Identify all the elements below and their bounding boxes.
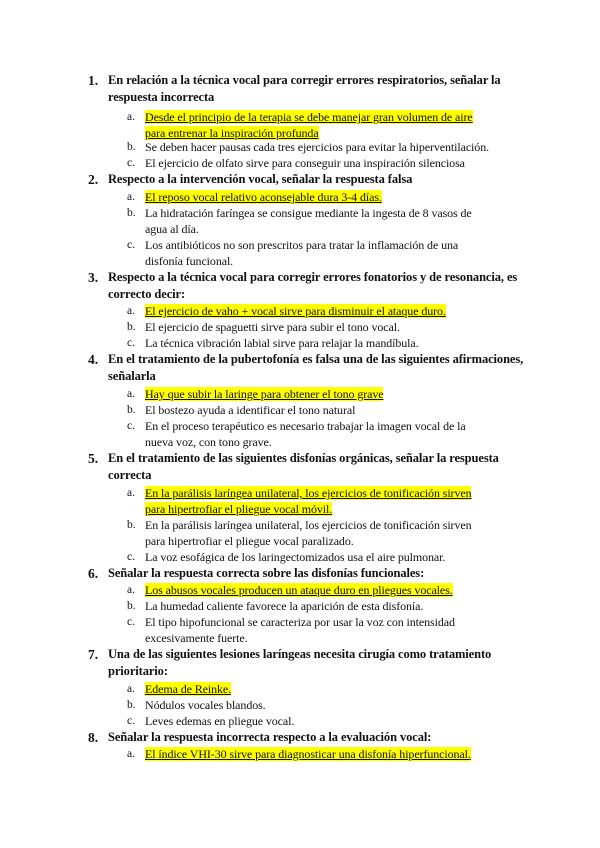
q5-option-b-letter: b. [127,519,136,531]
q2-option-c-letter: c. [127,239,135,251]
q2-option-a [145,189,490,205]
question-1-number: 1. [88,73,99,88]
question-8-text: Señalar la respuesta incorrecta respecto a la evaluación vocal: [108,730,432,744]
q5-option-c-letter: c. [127,551,135,563]
q8-option-a-letter: a. [127,748,135,760]
q5-option-b-text: En la parálisis laríngea unilateral, los ejercicios de tonificación sirven para hipertrofiar el pliegue vocal paralizado. [145,518,472,548]
q6-option-a [145,582,490,598]
question-2-number: 2. [88,172,99,187]
question-4-number: 4. [88,352,99,367]
q1-option-a-letter: a. [127,111,135,123]
q4-option-c-text: En el proceso terapéutico es necesario trabajar la imagen vocal de la nueva voz, con tono grave. [145,419,466,449]
q8-option-a [145,746,490,762]
q6-option-c-text: El tipo hipofuncional se caracteriza por usar la voz con intensidad excesivamente fuerte. [145,615,455,645]
q6-option-b-text: La humedad caliente favorece la aparición de esta disfonía. [145,599,424,613]
q7-option-c-text: Leves edemas en pliegue vocal. [145,714,295,728]
q3-option-a [145,303,490,319]
question-3-number: 3. [88,270,99,285]
q7-option-b-letter: b. [127,699,136,711]
q1-option-c-letter: c. [127,157,135,169]
q8-option-a-text: El índice VHI-30 sirve para diagnosticar una disfonía hiperfuncional. [145,747,471,761]
question-4-text: En el tratamiento de la pubertofonía es falsa una de las siguientes afirmaciones, señalarla [108,352,524,383]
q2-option-a-letter: a. [127,191,135,203]
q1-option-b-text: Se deben hacer pausas cada tres ejercicios para evitar la hiperventilación. [145,140,489,154]
q2-option-c-text: Los antibióticos no son prescritos para tratar la inflamación de una disfonía funcional. [145,238,459,268]
q7-option-b-text: Nódulos vocales blandos. [145,698,266,712]
q4-option-a [145,386,490,402]
q7-option-a-text: Edema de Reinke. [145,682,232,696]
q1-option-a-text: Desde el principio de la terapia se debe manejar gran volumen de aire para entrenar la inspiración profunda [145,110,473,140]
q2-option-b-letter: b. [127,207,136,219]
q4-option-a-letter: a. [127,388,135,400]
question-7-text: Una de las siguientes lesiones laríngeas necesita cirugía como tratamiento prioritario: [108,647,492,678]
q7-option-a [145,681,490,697]
question-8-number: 8. [88,730,99,745]
q5-option-a [145,485,490,517]
q3-option-b-letter: b. [127,321,136,333]
q6-option-c-letter: c. [127,616,135,628]
q1-option-c-text: El ejercicio de olfato sirve para conseguir una inspiración silenciosa [145,156,465,170]
q5-option-c-text: La voz esofágica de los laringectomizados usa el aire pulmonar. [145,550,446,564]
q4-option-b-text: El bostezo ayuda a identificar el tono natural [145,403,356,417]
q5-option-a-text: En la parálisis laríngea unilateral, los ejercicios de tonificación sirven para hipertrofiar el pliegue vocal móvil. [145,486,472,516]
question-6-number: 6. [88,566,99,581]
question-1-text: En relación a la técnica vocal para corregir errores respiratorios, señalar la respuesta incorrecta [108,73,501,104]
q3-option-b-text: El ejercicio de spaguetti sirve para subir el tono vocal. [145,320,400,334]
q3-option-c-text: La técnica vibración labial sirve para relajar la mandíbula. [145,336,419,350]
q1-option-a [145,109,490,141]
q7-option-c-letter: c. [127,715,135,727]
q3-option-a-text: El ejercicio de vaho + vocal sirve para disminuir el ataque duro. [145,304,446,318]
q4-option-c-letter: c. [127,420,135,432]
question-7-number: 7. [88,647,99,662]
question-5-number: 5. [88,451,99,466]
q7-option-a-letter: a. [127,683,135,695]
q4-option-b-letter: b. [127,404,136,416]
q6-option-a-letter: a. [127,584,135,596]
question-6-text: Señalar la respuesta correcta sobre las disfonías funcionales: [108,566,425,580]
question-2-text: Respecto a la intervención vocal, señalar la respuesta falsa [108,172,413,186]
q6-option-b-letter: b. [127,600,136,612]
q5-option-a-letter: a. [127,487,135,499]
q4-option-a-text: Hay que subir la laringe para obtener el tono grave [145,387,384,401]
q6-option-a-text: Los abusos vocales producen un ataque duro en pliegues vocales. [145,583,453,597]
q3-option-c-letter: c. [127,337,135,349]
q2-option-a-text: El reposo vocal relativo aconsejable dura 3-4 días. [145,190,382,204]
q1-option-b-letter: b. [127,141,136,153]
question-3-text: Respecto a la técnica vocal para corregir errores fonatorios y de resonancia, es correcto decir: [108,270,518,301]
q3-option-a-letter: a. [127,305,135,317]
question-5-text: En el tratamiento de las siguientes disfonías orgánicas, señalar la respuesta correcta [108,451,499,482]
q2-option-b-text: La hidratación faríngea se consigue mediante la ingesta de 8 vasos de agua al día. [145,206,472,236]
